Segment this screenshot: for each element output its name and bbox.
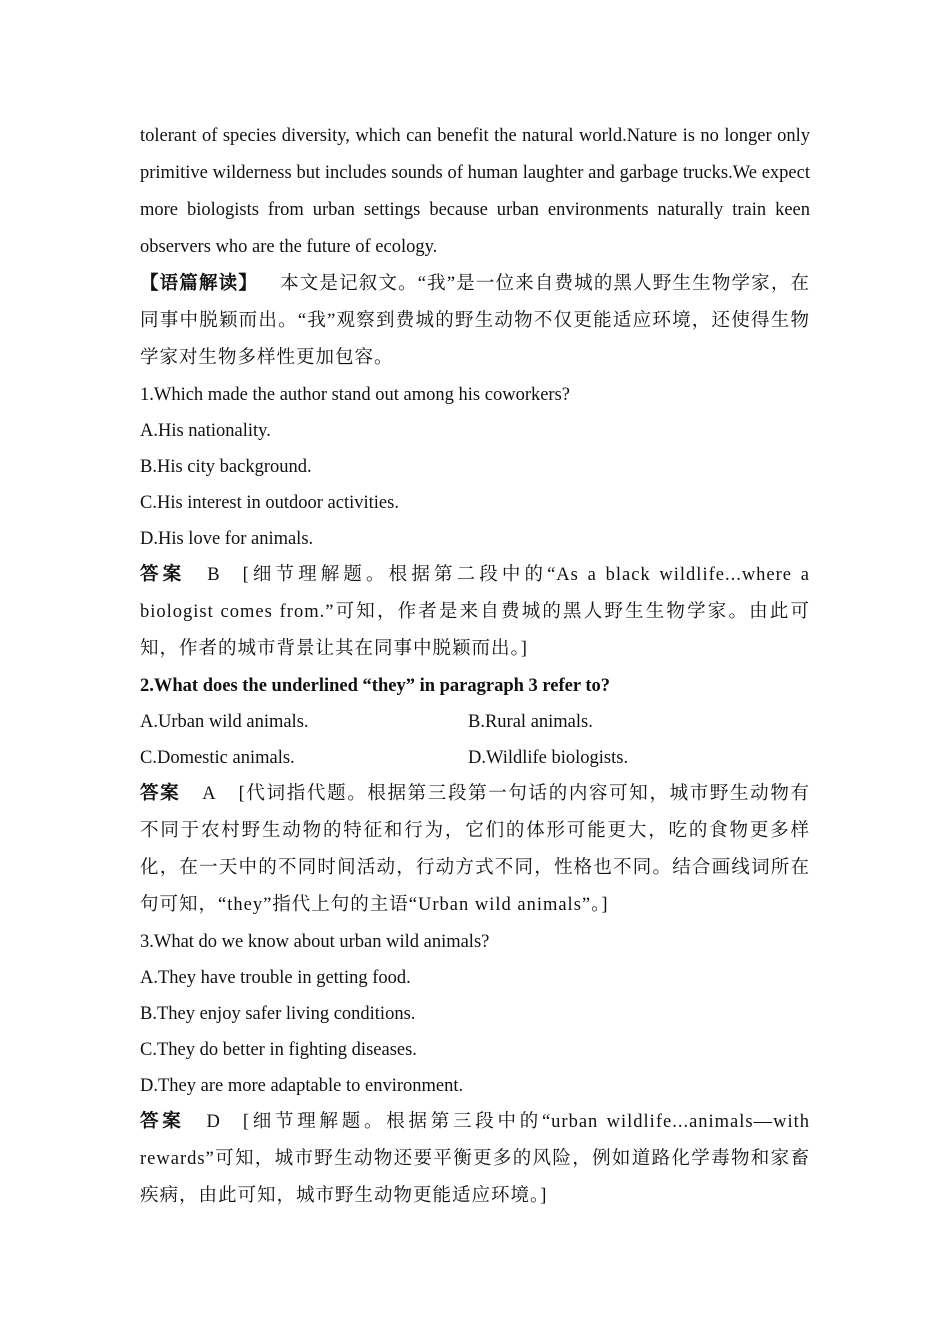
answer-explanation: [细节理解题。根据第二段中的“As a black wildlife...where a biologist comes from.”可知，作者是来自费城的黑人野生生物学家。由此可知，作者的城市背景让其在同事中脱颖而出。] <box>140 565 810 659</box>
answer-letter: A <box>202 784 217 804</box>
answer-label: 答案 <box>140 784 181 804</box>
question-2-option-d: D.Wildlife biologists. <box>468 748 629 768</box>
question-1-option-c: C.His interest in outdoor activities. <box>140 493 399 513</box>
question-1-stem: 1.Which made the author stand out among his coworkers? <box>140 385 571 405</box>
answer-explanation: [细节理解题。根据第三段中的“urban wildlife...animals—with rewards”可知，城市野生动物还要平衡更多的风险，例如道路化学毒物和家畜疾病，由此可知，城市野生动物更能适应环境。] <box>140 1112 810 1206</box>
answer-label: 答案 <box>140 1112 185 1132</box>
reading-analysis-text: 本文是记叙文。“我”是一位来自费城的黑人野生生物学家，在同事中脱颖而出。“我”观察到费城的野生动物不仅更能适应环境，还使得生物学家对生物多样性更加包容。 <box>140 274 810 368</box>
question-1-option-d: D.His love for animals. <box>140 529 314 549</box>
answer-label: 答案 <box>140 565 186 585</box>
answer-letter: B <box>207 565 221 585</box>
question-2-stem: 2.What does the underlined “they” in paragraph 3 refer to? <box>140 676 611 696</box>
question-2-options-row-1 <box>140 704 810 740</box>
question-2-answer <box>140 776 810 924</box>
question-1-option-a: A.His nationality. <box>140 421 271 441</box>
question-3-option-b: B.They enjoy safer living conditions. <box>140 1004 416 1024</box>
question-2-options-row-2 <box>140 740 810 776</box>
question-1-option-b: B.His city background. <box>140 457 312 477</box>
question-1-answer <box>140 557 810 668</box>
question-2-option-c: C.Domestic animals. <box>140 748 295 768</box>
question-3-option-c: C.They do better in fighting diseases. <box>140 1040 417 1060</box>
reading-analysis-label: 【语篇解读】 <box>140 274 258 294</box>
answer-explanation: [代词指代题。根据第三段第一句话的内容可知，城市野生动物有不同于农村野生动物的特征和行为，它们的体形可能更大，吃的食物更多样化，在一天中的不同时间活动，行动方式不同，性格也不同。结合画线词所在句可知，“they”指代上句的主语“Urban wild animals”。] <box>140 784 810 915</box>
question-2-option-b: B.Rural animals. <box>468 712 593 732</box>
question-3-answer <box>140 1104 810 1215</box>
question-2-option-a: A.Urban wild animals. <box>140 712 309 732</box>
question-3-stem: 3.What do we know about urban wild animals? <box>140 932 490 952</box>
document-page <box>140 118 810 1215</box>
question-3-option-a: A.They have trouble in getting food. <box>140 968 411 988</box>
answer-letter: D <box>206 1112 221 1132</box>
question-3-option-d: D.They are more adaptable to environment. <box>140 1076 464 1096</box>
reading-analysis <box>140 266 810 377</box>
passage-paragraph: tolerant of species diversity, which can benefit the natural world.Nature is no longer only primitive wilderness but includes sounds of human laughter and garbage trucks.We expect more biologists from urban settings because urban environments naturally train keen observers who are the future of ecology. <box>140 126 810 257</box>
